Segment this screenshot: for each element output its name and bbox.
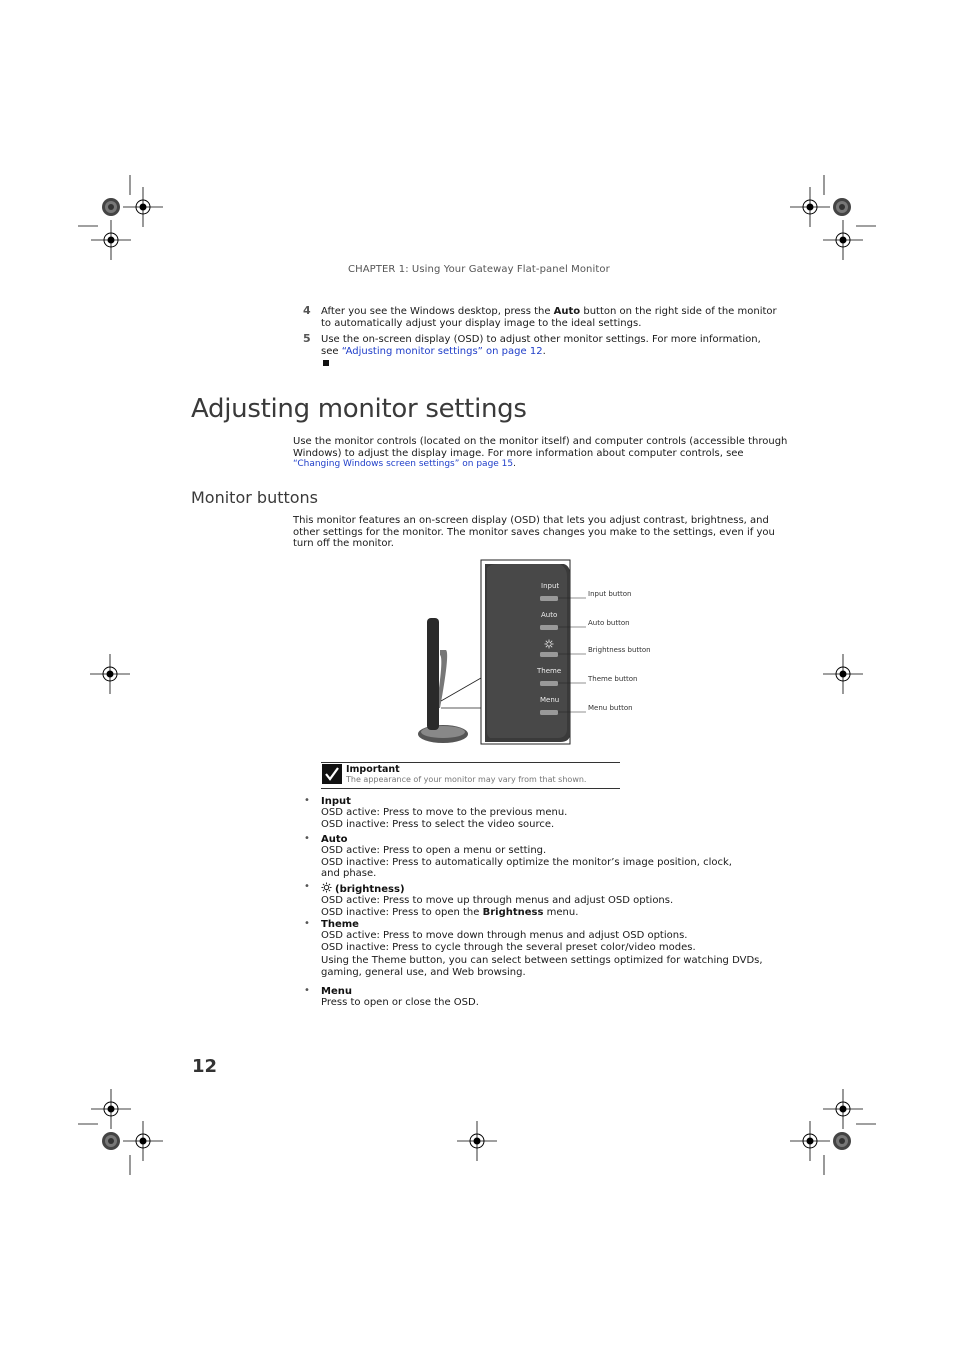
bullet-dot: • [304,833,310,844]
buttons-intro-line: turn off the monitor. [293,538,394,549]
page-title: Adjusting monitor settings [191,394,527,424]
panel-label-menu: Menu [540,696,560,704]
bullet-head: Menu [321,986,352,997]
bullet-dot: • [304,795,310,806]
bullet-auto [321,834,732,880]
bullet-input [321,796,567,830]
buttons-intro-line: This monitor features an on-screen display (OSD) that lets you adjust contrast, brightness, and [293,515,769,526]
important-text: The appearance of your monitor may vary from that shown. [346,775,587,784]
callout-theme-button: Theme button [588,675,638,683]
brightness-keyword: Brightness [482,906,544,918]
important-title: Important [346,764,400,775]
adjusting-settings-link[interactable]: “Adjusting monitor settings” on page 12 [341,345,543,357]
bullet-head: Auto [321,834,348,845]
step-text-line: Use the on-screen display (OSD) to adjust other monitor settings. For more information, [321,334,761,345]
callout-input-button: Input button [588,590,632,598]
step-text [321,306,777,329]
callout-auto-button: Auto button [588,619,630,627]
bullet-line: OSD inactive: Press to cycle through the several preset color/video modes. [321,941,696,953]
step-text-part: . [542,345,546,357]
bullet-line: and phase. [321,868,377,879]
bullet-brightness [321,882,673,918]
bullet-head: (brightness) [335,884,405,895]
buttons-intro-paragraph [293,515,775,550]
bullet-line: OSD active: Press to move down through menus and adjust OSD options. [321,930,688,941]
auto-keyword: Auto [553,306,581,317]
step-number: 4 [303,304,311,317]
end-mark [323,360,329,366]
step-number: 5 [303,332,311,345]
step-text-part: button on the right side of the monitor [580,306,777,317]
bullet-dot: • [304,918,310,929]
important-top-rule [321,762,620,763]
monitor-figure [410,558,590,748]
panel-label-input: Input [541,582,560,590]
bullet-line: Using the Theme button, you can select between settings optimized for watching DVDs, [321,955,763,966]
step-text [321,334,761,357]
bullet-theme [321,919,763,978]
section-subtitle: Monitor buttons [191,488,319,507]
bullet-dot: • [304,881,310,892]
page-number: 12 [192,1056,218,1077]
bullet-line: Press to open or close the OSD. [321,997,479,1008]
bullet-head: Theme [321,919,359,930]
bullet-line: OSD inactive: Press to select the video source. [321,818,555,830]
step-text-line: to automatically adjust your display image to the ideal settings. [321,317,642,329]
bullet-line: OSD active: Press to move up through menus and adjust OSD options. [321,895,674,906]
panel-label-auto: Auto [541,611,558,619]
bullet-line: OSD active: Press to move to the previous menu. [321,807,568,818]
bullet-dot: • [304,985,310,996]
bullet-line-part: OSD inactive: Press to open the [321,906,483,918]
bullet-line: gaming, general use, and Web browsing. [321,966,526,978]
bullet-head: Input [321,796,351,807]
step-text-part: see [321,345,342,357]
bullet-line: OSD active: Press to open a menu or setting. [321,845,547,856]
windows-settings-link[interactable]: “Changing Windows screen settings” on page 15 [293,459,514,469]
important-bottom-rule [321,788,620,789]
intro-line: Use the monitor controls (located on the monitor itself) and computer controls (accessible through [293,436,788,447]
buttons-intro-line: other settings for the monitor. The monitor saves changes you make to the settings, even if you [293,526,775,538]
callout-menu-button: Menu button [588,704,633,712]
brightness-icon [321,882,332,893]
intro-paragraph [293,436,787,471]
bullet-line: OSD inactive: Press to automatically optimize the monitor’s image position, clock, [321,856,732,868]
chapter-header: CHAPTER 1: Using Your Gateway Flat-panel Monitor [348,264,610,275]
checkmark-icon [322,764,342,784]
intro-line: Windows) to adjust the display image. For more information about computer controls, see [293,447,744,459]
bullet-line-part: menu. [543,906,579,918]
bullet-menu [321,986,479,1009]
step-text-part: After you see the Windows desktop, press the [321,306,554,317]
intro-line-end: . [513,459,517,469]
panel-label-theme: Theme [537,667,562,675]
callout-brightness-button: Brightness button [588,646,651,654]
